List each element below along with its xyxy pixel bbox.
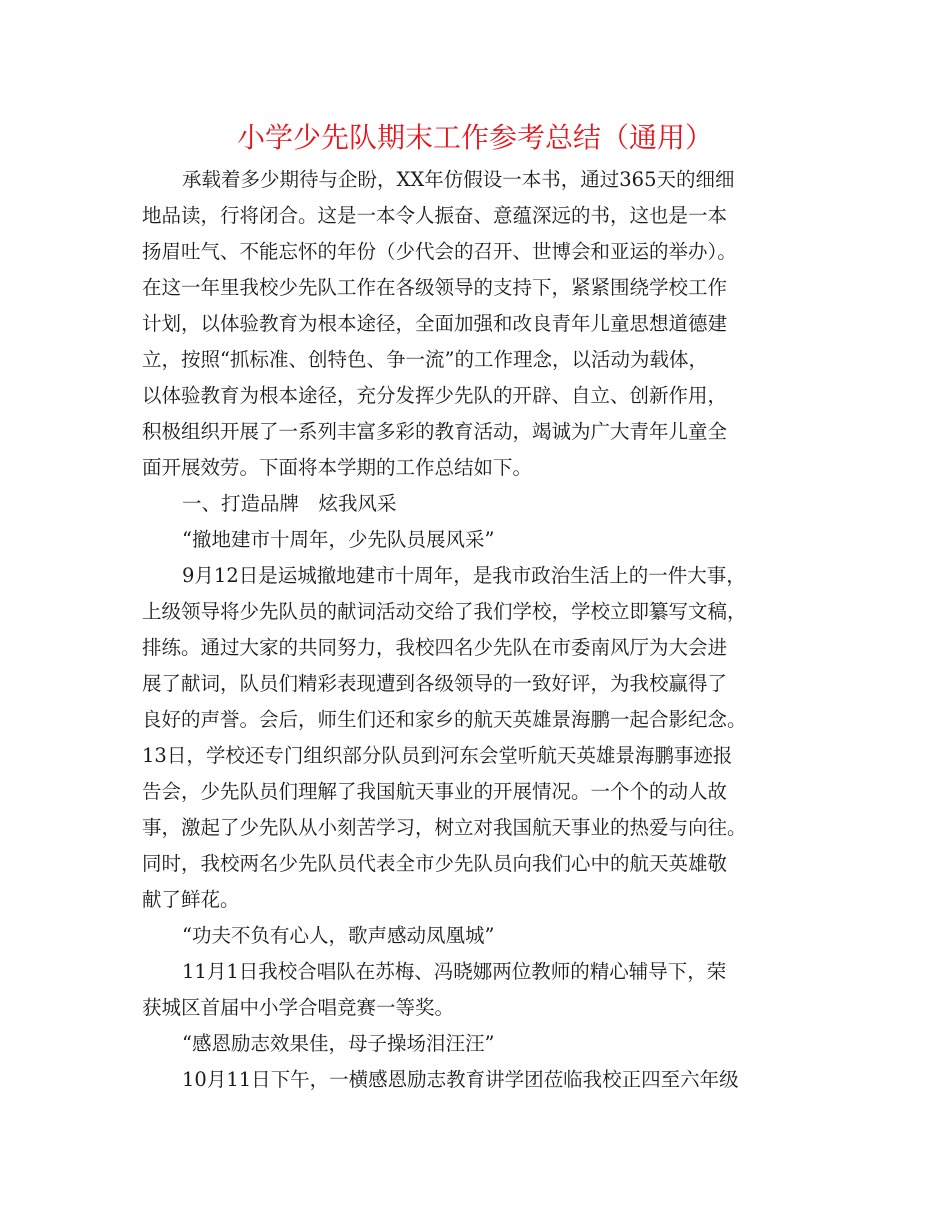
paragraph-line: 积极组织开展了一系列丰富多彩的教育活动，竭诚为广大青年儿童全 xyxy=(142,420,728,443)
paragraph-line: 在这一年里我校少先队工作在各级领导的支持下，紧紧围绕学校工作 xyxy=(142,276,728,299)
document-title: 小学少先队期末工作参考总结（通用） xyxy=(236,121,713,154)
subsection-heading: “感恩励志效果佳，母子操场泪汪汪” xyxy=(182,1032,495,1055)
paragraph-line: 13日，学校还专门组织部分队员到河东会堂听航天英雄景海鹏事迹报 xyxy=(142,744,733,767)
paragraph-line: 面开展效劳。下面将本学期的工作总结如下。 xyxy=(142,456,533,479)
subsection-heading: “撤地建市十周年，少先队员展风采” xyxy=(182,528,495,551)
paragraph-line: 献了鲜花。 xyxy=(142,888,240,911)
paragraph-line: 立，按照“抓标准、创特色、争一流”的工作理念，以活动为载体， xyxy=(142,348,708,371)
paragraph-line: 扬眉吐气、不能忘怀的年份（少代会的召开、世博会和亚运的举办）。 xyxy=(142,240,737,263)
paragraph-line: 11月1日我校合唱队在苏梅、冯晓娜两位教师的精心辅导下，荣 xyxy=(182,960,727,983)
subsection-heading: “功夫不负有心人，歌声感动凤凰城” xyxy=(182,924,495,947)
paragraph-line: 排练。通过大家的共同努力，我校四名少先队在市委南风厅为大会进 xyxy=(142,636,728,659)
paragraph-line: 同时，我校两名少先队员代表全市少先队员向我们心中的航天英雄敬 xyxy=(142,852,728,875)
paragraph-line: 计划，以体验教育为根本途径，全面加强和改良青年儿童思想道德建 xyxy=(142,312,728,335)
paragraph-line: 上级领导将少先队员的献词活动交给了我们学校，学校立即纂写文稿， xyxy=(142,600,747,623)
paragraph-line: 以体验教育为根本途径，充分发挥少先队的开辟、自立、创新作用， xyxy=(142,384,728,407)
paragraph-line: 10月11日下午，一横感恩励志教育讲学团莅临我校正四至六年级 xyxy=(182,1068,739,1091)
paragraph-line: 获城区首届中小学合唱竞赛一等奖。 xyxy=(142,996,455,1019)
paragraph-line: 展了献词，队员们精彩表现遭到各级领导的一致好评，为我校赢得了 xyxy=(142,672,728,695)
paragraph-line: 地品读，行将闭合。这是一本令人振奋、意蕴深远的书，这也是一本 xyxy=(142,204,728,227)
paragraph-line: 事，激起了少先队从小刻苦学习，树立对我国航天事业的热爱与向往。 xyxy=(142,816,747,839)
paragraph-line: 9月12日是运城撤地建市十周年，是我市政治生活上的一件大事， xyxy=(182,564,746,587)
paragraph-line: 良好的声誉。会后，师生们还和家乡的航天英雄景海鹏一起合影纪念。 xyxy=(142,708,747,731)
paragraph-line: 告会，少先队员们理解了我国航天事业的开展情况。一个个的动人故 xyxy=(142,780,728,803)
paragraph-line: 承载着多少期待与企盼，XX年仿假设一本书，通过365天的细细 xyxy=(182,168,735,191)
section-heading: 一、打造品牌 炫我风采 xyxy=(182,492,397,515)
